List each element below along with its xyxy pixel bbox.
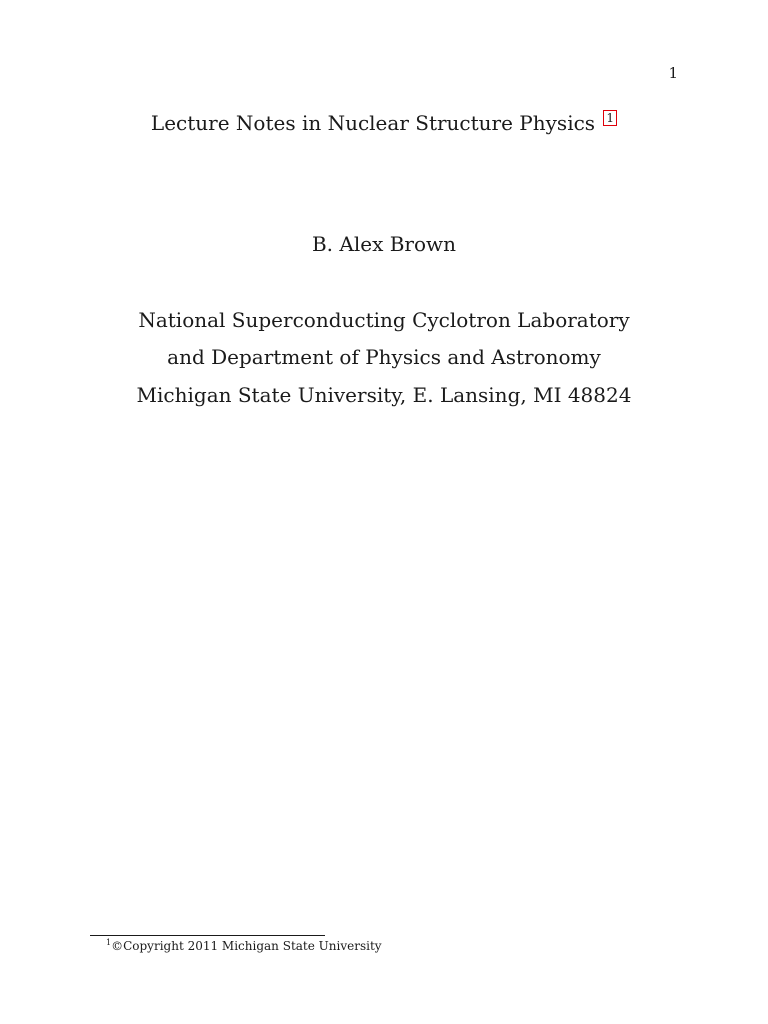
footnote-text: ©Copyright 2011 Michigan State University — [111, 939, 382, 953]
document-title — [0, 110, 768, 135]
title-text: Lecture Notes in Nuclear Structure Physics — [150, 111, 596, 135]
footnote — [106, 938, 382, 953]
footnote-mark: 1 — [106, 938, 112, 947]
page-number: 1 — [668, 64, 678, 82]
footnote-link[interactable]: 1 — [603, 110, 617, 126]
affiliation-line-3: Michigan State University, E. Lansing, MI 48824 — [136, 383, 632, 407]
affiliation-line-1: National Superconducting Cyclotron Laboratory — [138, 308, 630, 332]
affiliation-line-2: and Department of Physics and Astronomy — [167, 345, 601, 369]
author-name: B. Alex Brown — [311, 232, 457, 256]
footnote-divider — [90, 935, 325, 936]
